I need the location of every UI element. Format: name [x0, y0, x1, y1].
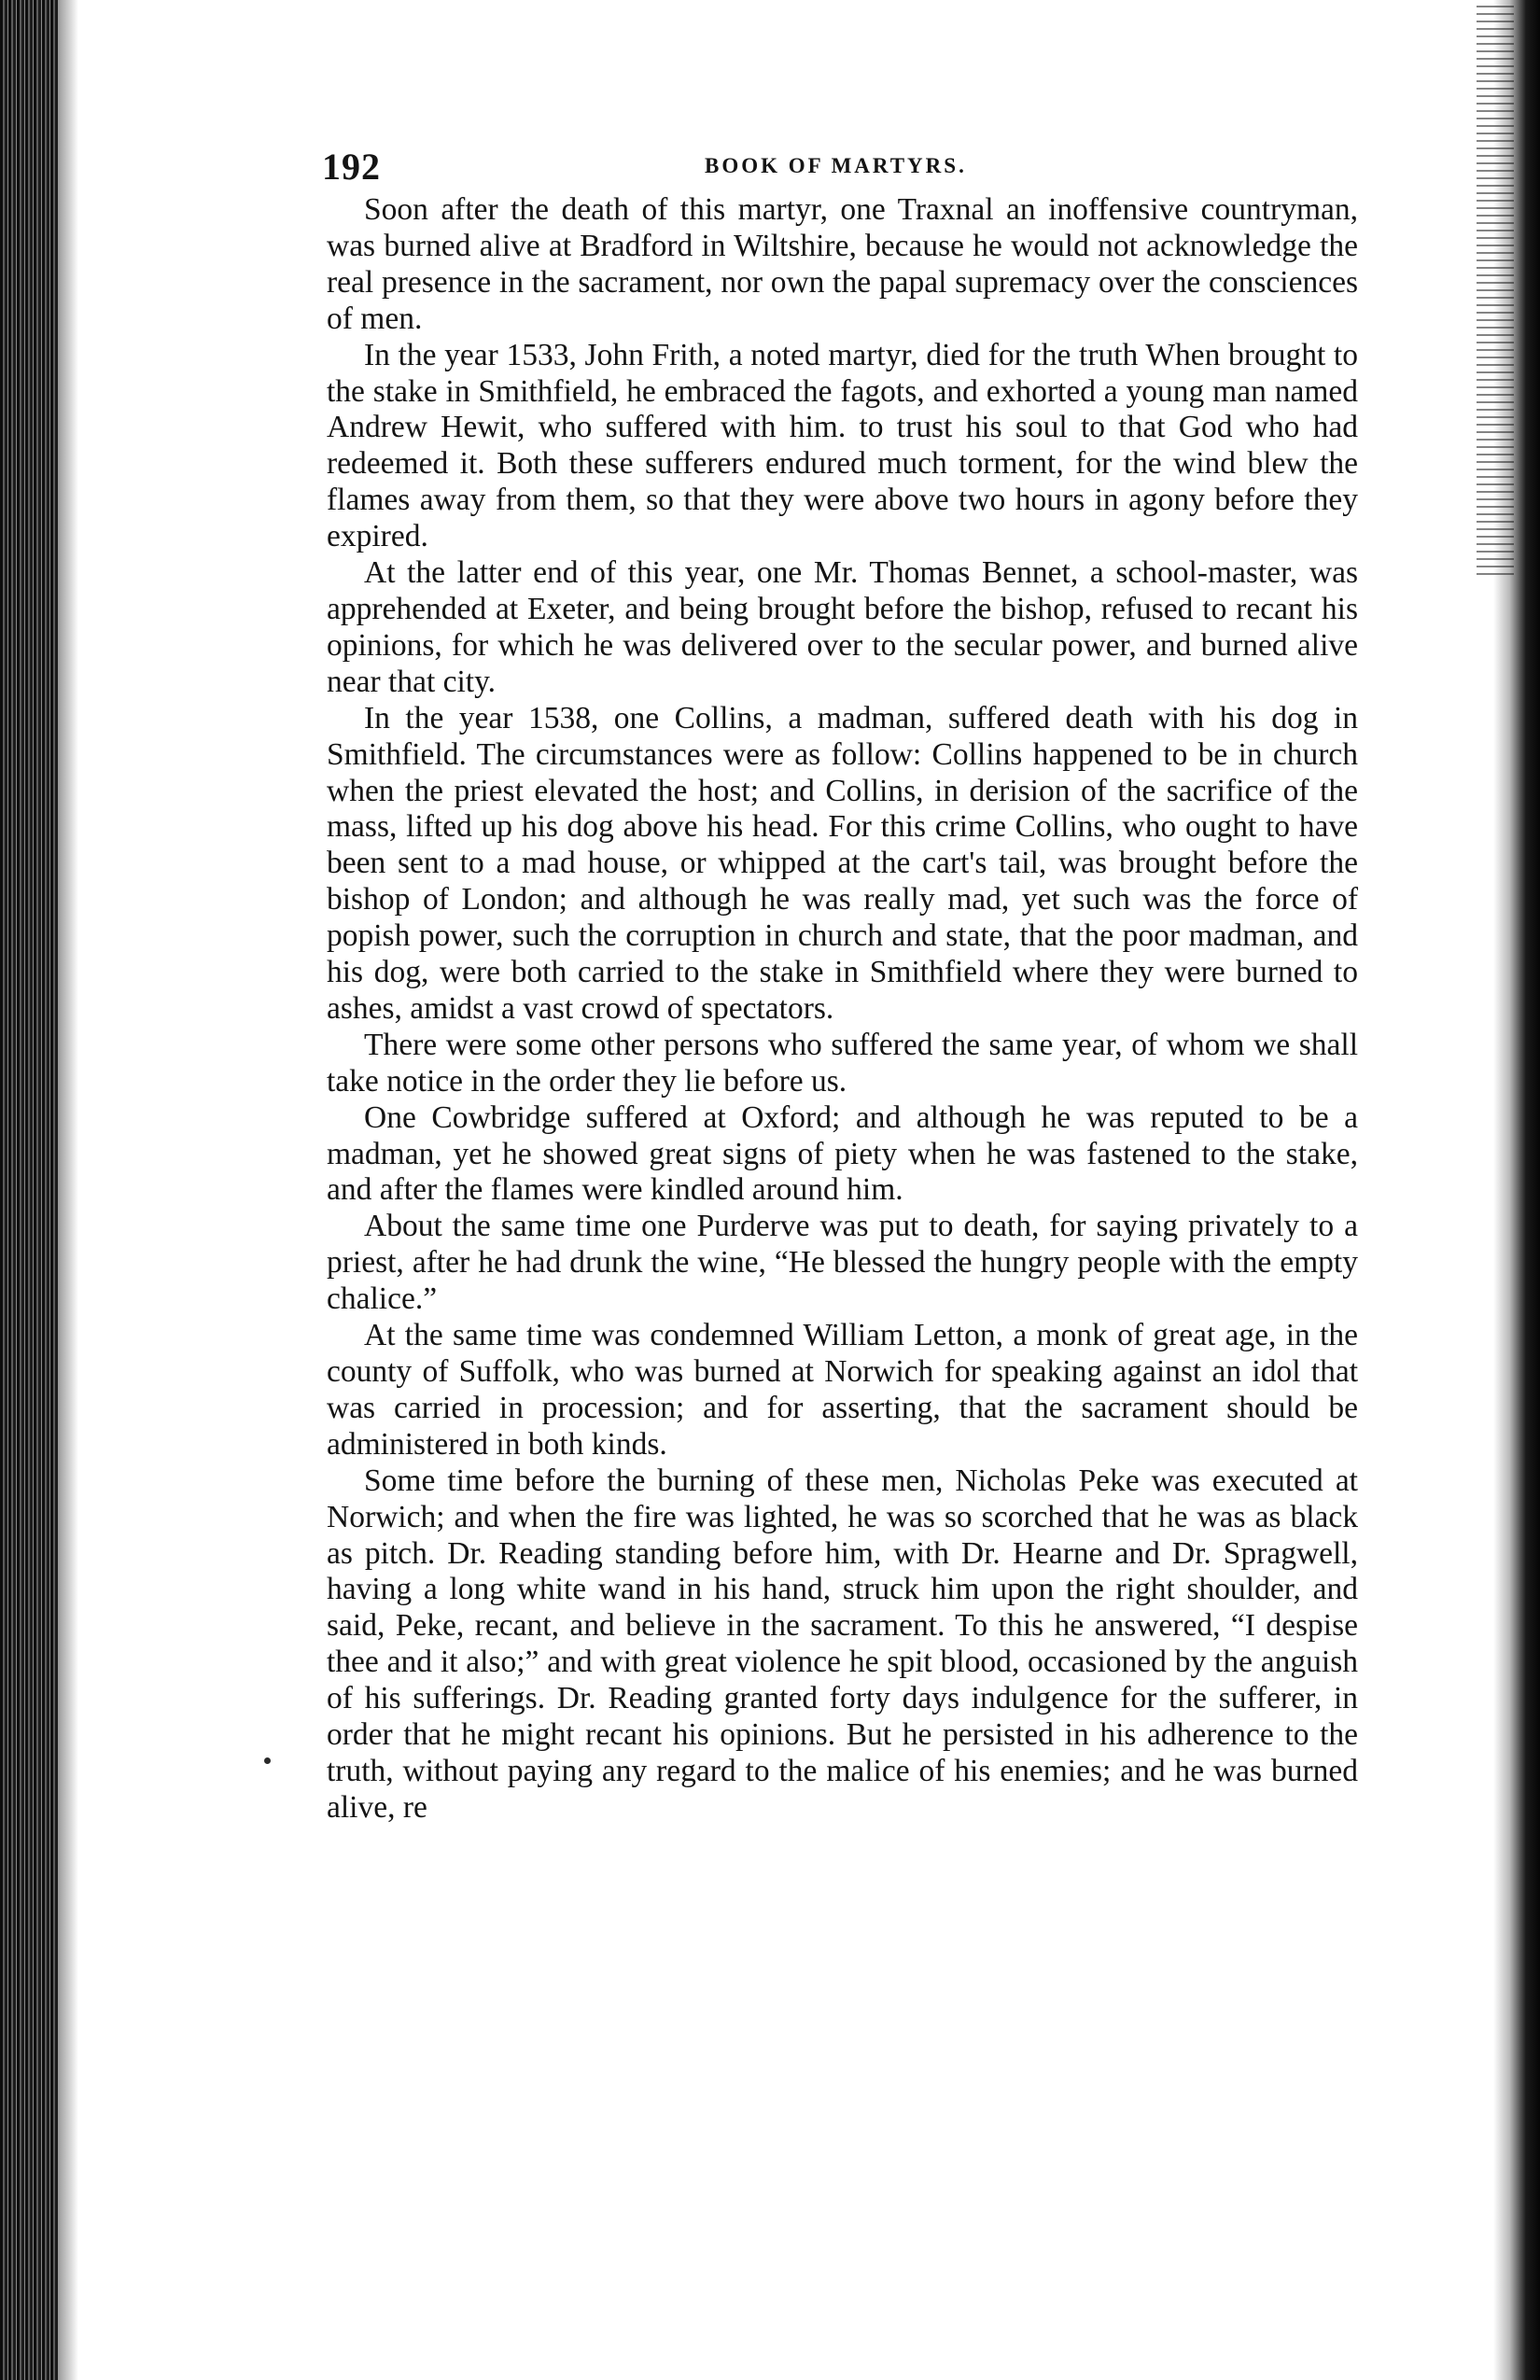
paragraph-bennet: At the latter end of this year, one Mr. Thomas Bennet, a school-master, was apprehended at Exeter, and being brought before the bishop, refused to recant his opinions, for which he was delivered over to the secular power, and burned alive near that city.: [327, 555, 1358, 699]
paragraph-other-persons: There were some other persons who suffered the same year, of whom we shall take notice in the order they lie before us.: [327, 1027, 1358, 1099]
ink-speck: [264, 1757, 271, 1764]
paragraph-peke: Some time before the burning of these men, Nicholas Peke was executed at Norwich; and when the fire was lighted, he was so scorched that he was as black as pitch. Dr. Reading standing before him, with Dr. Hearne and Dr. Spragwell, having a long white wand in his hand, struck him upon the right shoulder, and said, Peke, recant, and believe in the sacrament. To this he answered, “I despise thee and it also;” and with great violence he spit blood, occasioned by the anguish of his sufferings. Dr. Reading granted forty days indulgence for the sufferer, in order that he might recant his opinions. But he persisted in his adherence to the truth, without paying any regard to the malice of his enemies; and he was burned alive, re: [327, 1463, 1358, 1825]
paragraph-traxnal: Soon after the death of this martyr, one Traxnal an inoffensive countryman, was burned alive at Bradford in Wiltshire, because he would not acknowledge the real presence in the sacrament, nor own the papal supremacy over the consciences of men.: [327, 192, 1358, 336]
paragraph-collins: In the year 1538, one Collins, a madman, suffered death with his dog in Smithfield. The circumstances were as follow: Collins happened to be in church when the priest elevated the host; and Collins, in derision of the sacrifice of the mass, lifted up his dog above his head. For this crime Collins, who ought to have been sent to a mad house, or whipped at the cart's tail, was brought before the bishop of London; and although he was really mad, yet such was the force of popish power, such the corruption in church and state, that the poor madman, and his dog, were both carried to the stake in Smithfield where they were burned to ashes, amidst a vast crowd of spectators.: [327, 700, 1358, 1026]
running-title: BOOK OF MARTYRS.: [705, 154, 967, 177]
paragraph-purderve: About the same time one Purderve was put to death, for saying privately to a priest, after he had drunk the wine, “He blessed the hungry people with the empty chalice.”: [327, 1209, 1358, 1317]
paragraph-cowbridge: One Cowbridge suffered at Oxford; and although he was reputed to be a madman, yet he showed great signs of piety when he was fastened to the stake, and after the flames were kindled around him.: [327, 1099, 1358, 1208]
binding-shadow: [58, 0, 78, 2380]
paragraph-frith: In the year 1533, John Frith, a noted martyr, died for the truth When brought to the stake in Smithfield, he embraced the fagots, and exhorted a young man named Andrew Hewit, who suffered with him. to trust his soul to that God who had redeemed it. Both these sufferers endured much torment, for the wind blew the flames away from them, so that they were above two hours in agony before they expired.: [327, 337, 1358, 554]
binding-edge: [0, 0, 58, 2380]
body-text: [327, 192, 1358, 1827]
paragraph-letton: At the same time was condemned William Letton, a monk of great age, in the county of Suffolk, who was burned at Norwich for speaking against an idol that was carried in procession; and for asserting, that the sacrament should be administered in both kinds.: [327, 1318, 1358, 1462]
torn-edge: [1477, 0, 1514, 579]
page-number: 192: [322, 146, 381, 188]
